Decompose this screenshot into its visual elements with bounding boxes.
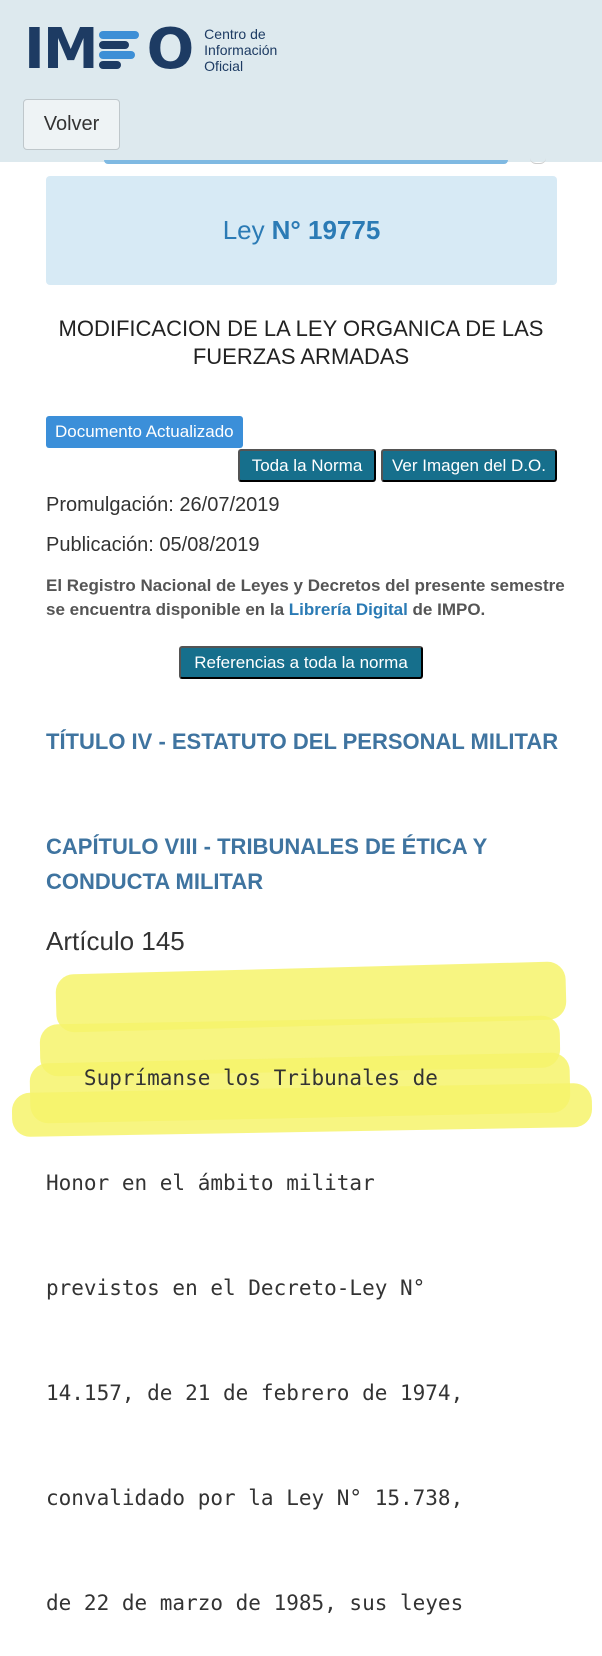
article-line: Suprímanse los Tribunales de — [46, 1066, 438, 1090]
article-line: de 22 de marzo de 1985, sus leyes — [46, 1591, 464, 1615]
law-number: N° 19775 — [271, 215, 381, 245]
article-line: previstos en el Decreto-Ley N° — [46, 1276, 426, 1300]
article-line: convalidado por la Ley N° 15.738, — [46, 1486, 464, 1510]
promulgation-date: Promulgación: 26/07/2019 — [46, 494, 280, 516]
referencias-button[interactable]: Referencias a toda la norma — [179, 646, 423, 679]
law-number-banner — [46, 176, 557, 285]
registro-notice: El Registro Nacional de Leyes y Decretos del presente semestre se encuentra disponible en la Librería Digital de IMPO. — [46, 576, 565, 619]
app-header — [0, 0, 602, 162]
capitulo-heading[interactable]: CAPÍTULO VIII - TRIBUNALES DE ÉTICA Y CONDUCTA MILITAR — [46, 834, 487, 894]
toda-la-norma-button[interactable]: Toda la Norma — [238, 449, 376, 482]
law-prefix: Ley — [222, 215, 265, 245]
status-badge: Documento Actualizado — [46, 416, 243, 448]
logo-mark — [24, 17, 193, 82]
logo-f-icon — [99, 27, 145, 73]
publication-date: Publicación: 05/08/2019 — [46, 534, 260, 556]
libreria-digital-link[interactable]: Librería Digital — [288, 600, 408, 619]
article-line: 14.157, de 21 de febrero de 1974, — [46, 1381, 464, 1405]
impo-logo[interactable] — [24, 17, 278, 82]
logo-mark-left: IM — [24, 17, 97, 82]
ver-imagen-button[interactable]: Ver Imagen del D.O. — [381, 449, 557, 482]
article-line: Honor en el ámbito militar — [46, 1171, 375, 1195]
titulo-heading[interactable]: TÍTULO IV - ESTATUTO DEL PERSONAL MILITAR — [46, 729, 559, 754]
scrolled-element-edge-2 — [530, 158, 546, 164]
logo-mark-right: O — [146, 17, 193, 82]
back-button[interactable]: Volver — [23, 99, 120, 150]
logo-text: Centro de Información Oficial — [204, 26, 278, 74]
article-heading: Artículo 145 — [46, 926, 185, 956]
article-body — [46, 991, 566, 1656]
law-title: MODIFICACION DE LA LEY ORGANICA DE LAS FUERZAS ARMADAS — [58, 316, 544, 369]
scrolled-element-edge — [104, 160, 508, 164]
